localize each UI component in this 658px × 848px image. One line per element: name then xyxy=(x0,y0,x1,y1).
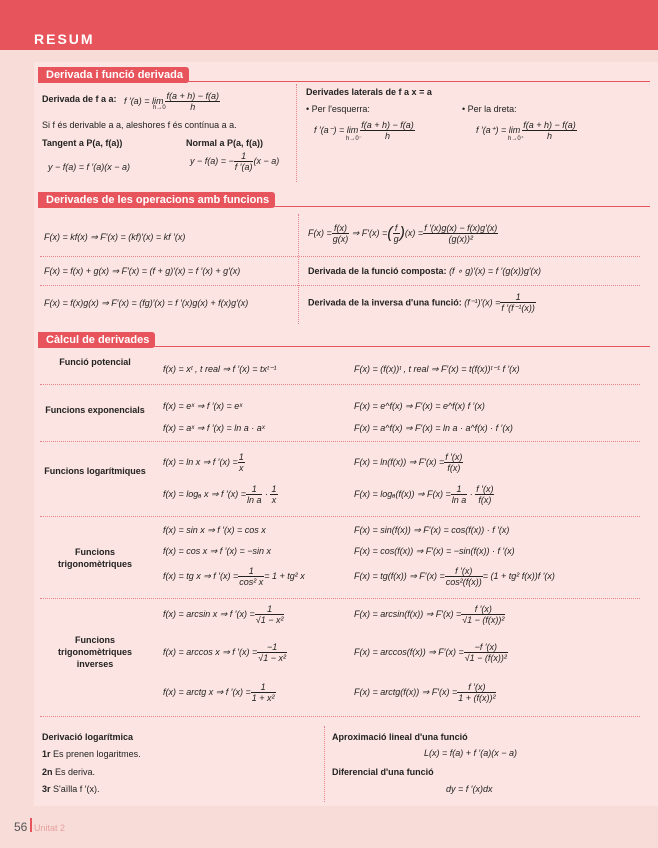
section-heading-operacions: Derivades de les operacions amb funcions xyxy=(38,192,275,208)
divider xyxy=(324,726,325,802)
divider xyxy=(296,84,297,182)
def-label: Derivada de f a a: xyxy=(42,94,117,104)
row-divider xyxy=(40,516,640,517)
pot-left: f(x) = xᵗ , t real ⇒ f ′(x) = txᵗ⁻¹ xyxy=(163,364,277,374)
row-divider xyxy=(40,716,640,717)
step-1: 1r Es prenen logaritmes. xyxy=(42,749,141,759)
step-3: 3r S'aïlla f ′(x). xyxy=(42,784,100,794)
tangent-label: Tangent a P(a, f(a)) xyxy=(42,138,123,148)
lateral-label: Derivades laterals de f a x = a xyxy=(306,87,432,97)
log1-left: f(x) = ln x ⇒ f ′(x) = $\frac{1}{x}$ xyxy=(163,452,244,473)
approx-title: Aproximació lineal d'una funció xyxy=(332,732,468,742)
def-formula: f ′(a) = lim $\frac{f(a + h) - f(a)}{h}$ xyxy=(124,91,219,112)
trig1-left: f(x) = sin x ⇒ f ′(x) = cos x xyxy=(163,525,266,535)
category-exponencials: Funcions exponencials xyxy=(45,405,145,415)
category-logaritmiques: Funcions logarítmiques xyxy=(44,466,146,476)
exp2-left: f(x) = aˣ ⇒ f ′(x) = ln a · aˣ xyxy=(163,423,265,433)
trig2-right: F(x) = cos(f(x)) ⇒ F′(x) = −sin(f(x)) · f ′(x) xyxy=(354,546,515,556)
exp1-right: F(x) = e^f(x) ⇒ F′(x) = e^f(x) f ′(x) xyxy=(354,401,485,411)
row-divider xyxy=(40,285,640,286)
section-rule xyxy=(38,81,650,82)
trig2-left: f(x) = cos x ⇒ f ′(x) = −sin x xyxy=(163,546,271,556)
left-limit-sub: h→0⁻ xyxy=(346,136,362,142)
log2-left: f(x) = logₐ x ⇒ f ′(x) = $\frac{1}{\text{ln a}}$ · $\frac{1}{x}$ xyxy=(163,484,277,505)
trig1-right: F(x) = sin(f(x)) ⇒ F′(x) = cos(f(x)) · f ′(x) xyxy=(354,525,510,535)
step-2: 2n Es deriva. xyxy=(42,767,96,777)
trig3-right: F(x) = tg(f(x)) ⇒ F′(x) = $\frac{f '(x)}{\text{cos²(f(x))}}$ = (1 + tg² f(x))f ′(x) xyxy=(354,566,555,587)
unit-label: Unitat 2 xyxy=(34,823,66,833)
row-divider xyxy=(40,256,640,257)
differential-equation: dy = f ′(x)dx xyxy=(446,784,493,794)
divider xyxy=(298,214,299,324)
rule-quotient: F(x) = $\frac{f(x)}{g(x)}$ ⇒ F′(x) =( $\frac{f}{g}$ )(x) = $\frac{f '(x)g(x) - f(x)g'(x)}{\text{(g(x))²}}$ xyxy=(308,223,498,244)
trig3-left: f(x) = tg x ⇒ f ′(x) = $\frac{1}{\text{cos² x}}$ = 1 + tg² x xyxy=(163,566,305,587)
tangent-equation: y − f(a) = f ′(a)(x − a) xyxy=(48,162,130,172)
right-label: • Per la dreta: xyxy=(462,104,517,114)
row-divider xyxy=(40,384,640,385)
def-limit-sub: h→0 xyxy=(153,105,166,111)
header-banner xyxy=(0,0,658,50)
category-inverses: Funcions trigonomètriques inverses xyxy=(57,635,132,669)
section-rule xyxy=(38,346,650,347)
row-divider xyxy=(40,441,640,442)
exp1-left: f(x) = eˣ ⇒ f ′(x) = eˣ xyxy=(163,401,243,411)
inv3-right: F(x) = arctg(f(x)) ⇒ F′(x) = $\frac{f '(x)}{\text{1 + (f(x))²}}$ xyxy=(354,682,496,703)
inv2-right: F(x) = arccos(f(x)) ⇒ F′(x) = $\frac{-f '(x)}{\text{√1 − (f(x))²}}$ xyxy=(354,642,507,663)
composite-rule: Derivada de la funció composta: (f ∘ g)′(x) = f ′(g(x))g′(x) xyxy=(308,266,542,276)
differential-title: Diferencial d'una funció xyxy=(332,767,434,777)
footer-bar xyxy=(30,818,32,832)
right-derivative: f ′(a⁺) = lim $\frac{f(a + h) - f(a)}{h}$ xyxy=(476,120,576,141)
continuity-text: Si f és derivable a a, aleshores f és contínua a a. xyxy=(42,120,237,130)
inv3-left: f(x) = arctg x ⇒ f ′(x) = $\frac{1}{\text{1 + x²}}$ xyxy=(163,682,275,703)
rule-product: F(x) = f(x)g(x) ⇒ F′(x) = (fg)′(x) = f ′(x)g(x) + f(x)g′(x) xyxy=(44,298,249,308)
normal-equation: y − f(a) = − $\frac{1}{f '(a)}$ (x − a) xyxy=(190,151,280,172)
rule-constant: F(x) = kf(x) ⇒ F′(x) = (kf)′(x) = kf ′(x) xyxy=(44,232,186,242)
summary-panel xyxy=(34,62,658,806)
log1-right: F(x) = ln(f(x)) ⇒ F′(x) = $\frac{f '(x)}{f(x)}$ xyxy=(354,452,463,473)
inv1-right: F(x) = arcsin(f(x)) ⇒ F′(x) = $\frac{f '(x)}{\text{√1 − (f(x))²}}$ xyxy=(354,604,505,625)
left-label: • Per l'esquerra: xyxy=(306,104,370,114)
inv1-left: f(x) = arcsin x ⇒ f ′(x) = $\frac{1}{\text{√1 − x²}}$ xyxy=(163,604,284,625)
log-derivation-title: Derivació logarítmica xyxy=(42,732,134,742)
page-title: RESUM xyxy=(34,31,95,47)
row-divider xyxy=(40,598,640,599)
pot-right: F(x) = (f(x))ᵗ , t real ⇒ F′(x) = t(f(x))ᵗ⁻¹ f ′(x) xyxy=(354,364,520,374)
inverse-rule: Derivada de la inversa d'una funció: (f⁻¹)′(x) = $\frac{1}{\text{f ′(f⁻¹(x))}}$ xyxy=(308,292,535,313)
right-limit-sub: h→0⁺ xyxy=(508,136,524,142)
rule-sum: F(x) = f(x) + g(x) ⇒ F′(x) = (f + g)′(x) = f ′(x) + g′(x) xyxy=(44,266,241,276)
section-heading-calcul: Càlcul de derivades xyxy=(38,332,155,348)
section-rule xyxy=(38,206,650,207)
approx-equation: L(x) = f(a) + f ′(a)(x − a) xyxy=(424,748,517,758)
section-heading-derivada: Derivada i funció derivada xyxy=(38,67,189,83)
exp2-right: F(x) = a^f(x) ⇒ F′(x) = ln a · a^f(x) · f ′(x) xyxy=(354,423,513,433)
page-number: 56 xyxy=(14,820,28,834)
left-derivative: f ′(a⁻) = lim $\frac{f(a + h) - f(a)}{h}$ xyxy=(314,120,414,141)
category-potencial: Funció potencial xyxy=(59,357,131,367)
inv2-left: f(x) = arccos x ⇒ f ′(x) = $\frac{-1}{\text{√1 − x²}}$ xyxy=(163,642,286,663)
log2-right: F(x) = logₐ(f(x)) ⇒ F(x) = $\frac{1}{\text{ln a}}$ · $\frac{f '(x)}{f(x)}$ xyxy=(354,484,494,505)
normal-label: Normal a P(a, f(a)) xyxy=(186,138,264,148)
category-trigonometriques: Funcions trigonomètriques xyxy=(57,547,132,569)
